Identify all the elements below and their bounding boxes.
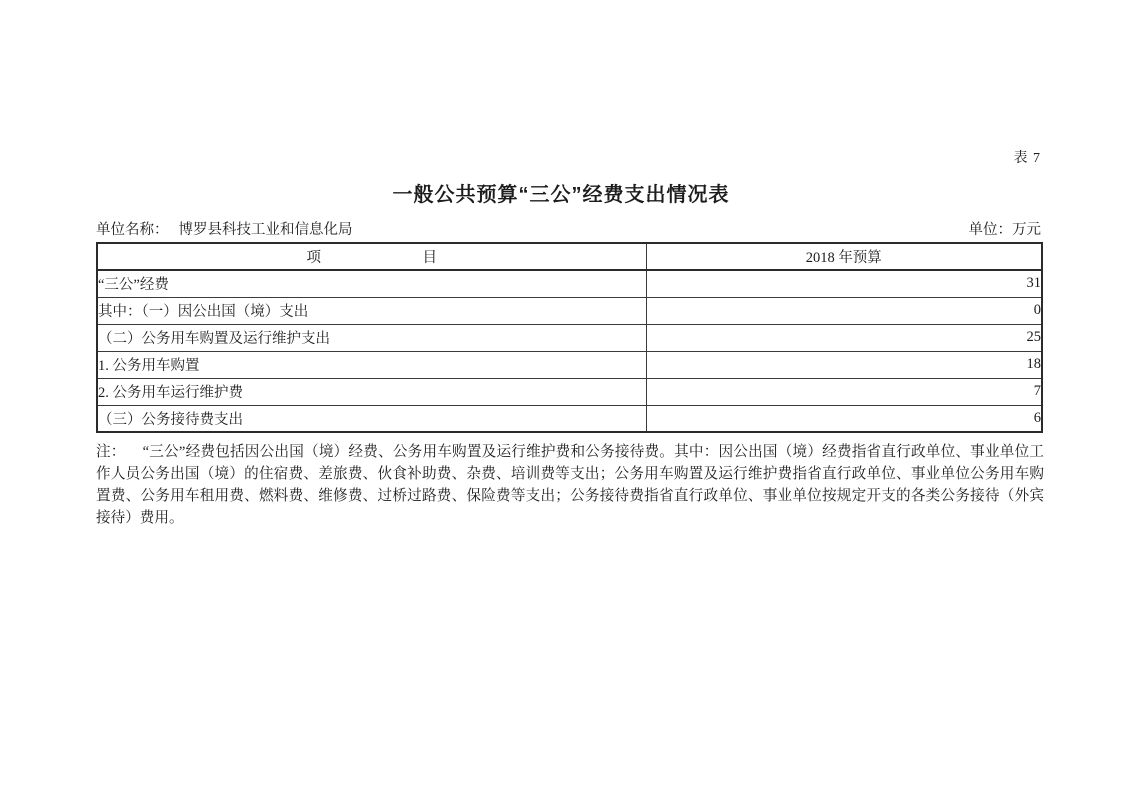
value-cell: 0 xyxy=(646,297,1042,324)
table-header-row xyxy=(97,243,1042,270)
item-cell: 2. 公务用车运行维护费 xyxy=(97,378,646,405)
unit-name-label: 单位名称： xyxy=(96,222,169,238)
item-cell: （二）公务用车购置及运行维护支出 xyxy=(97,324,646,351)
footnote xyxy=(96,441,1044,529)
item-cell: 1. 公务用车购置 xyxy=(97,351,646,378)
item-cell: （三）公务接待费支出 xyxy=(97,405,646,432)
page-title: 一般公共预算“三公”经费支出情况表 xyxy=(392,184,730,206)
column-header-item: 项 目 xyxy=(97,243,646,270)
item-cell: 其中：（一）因公出国（境）支出 xyxy=(97,297,646,324)
value-cell: 18 xyxy=(646,351,1042,378)
item-cell: “三公”经费 xyxy=(97,270,646,297)
unit-label: 单位：万元 xyxy=(968,222,1041,238)
value-cell: 31 xyxy=(646,270,1042,297)
table-number-label: 表 7 xyxy=(1013,151,1041,166)
table-row xyxy=(97,297,1042,324)
meta-row xyxy=(96,218,1041,239)
value-cell: 7 xyxy=(646,378,1042,405)
table-row xyxy=(97,405,1042,432)
value-cell: 25 xyxy=(646,324,1042,351)
table-row xyxy=(97,270,1042,297)
budget-table xyxy=(96,242,1043,433)
note-label: 注： xyxy=(96,444,126,460)
value-cell: 6 xyxy=(646,405,1042,432)
note-text: “三公”经费包括因公出国（境）经费、公务用车购置及运行维护费和公务接待费。其中：因公出国（境）经费指省直行政单位、事业单位工作人员公务出国（境）的住宿费、差旅费、伙食补助费、杂费、培训费等支出；公务用车购置及运行维护费指省直行政单位、事业单位公务用车购置费、公务用车租用费、燃料费、维修费、过桥过路费、保险费等支出；公务接待费指省直行政单位、事业单位按规定开支的各类公务接待（外宾接待）费用。 xyxy=(96,444,1044,526)
budget-table-body xyxy=(97,270,1042,432)
unit-name-value: 博罗县科技工业和信息化局 xyxy=(178,222,353,238)
table-row xyxy=(97,324,1042,351)
table-row xyxy=(97,351,1042,378)
column-header-budget: 2018 年预算 xyxy=(646,243,1042,270)
unit-name xyxy=(96,218,353,239)
table-row xyxy=(97,378,1042,405)
